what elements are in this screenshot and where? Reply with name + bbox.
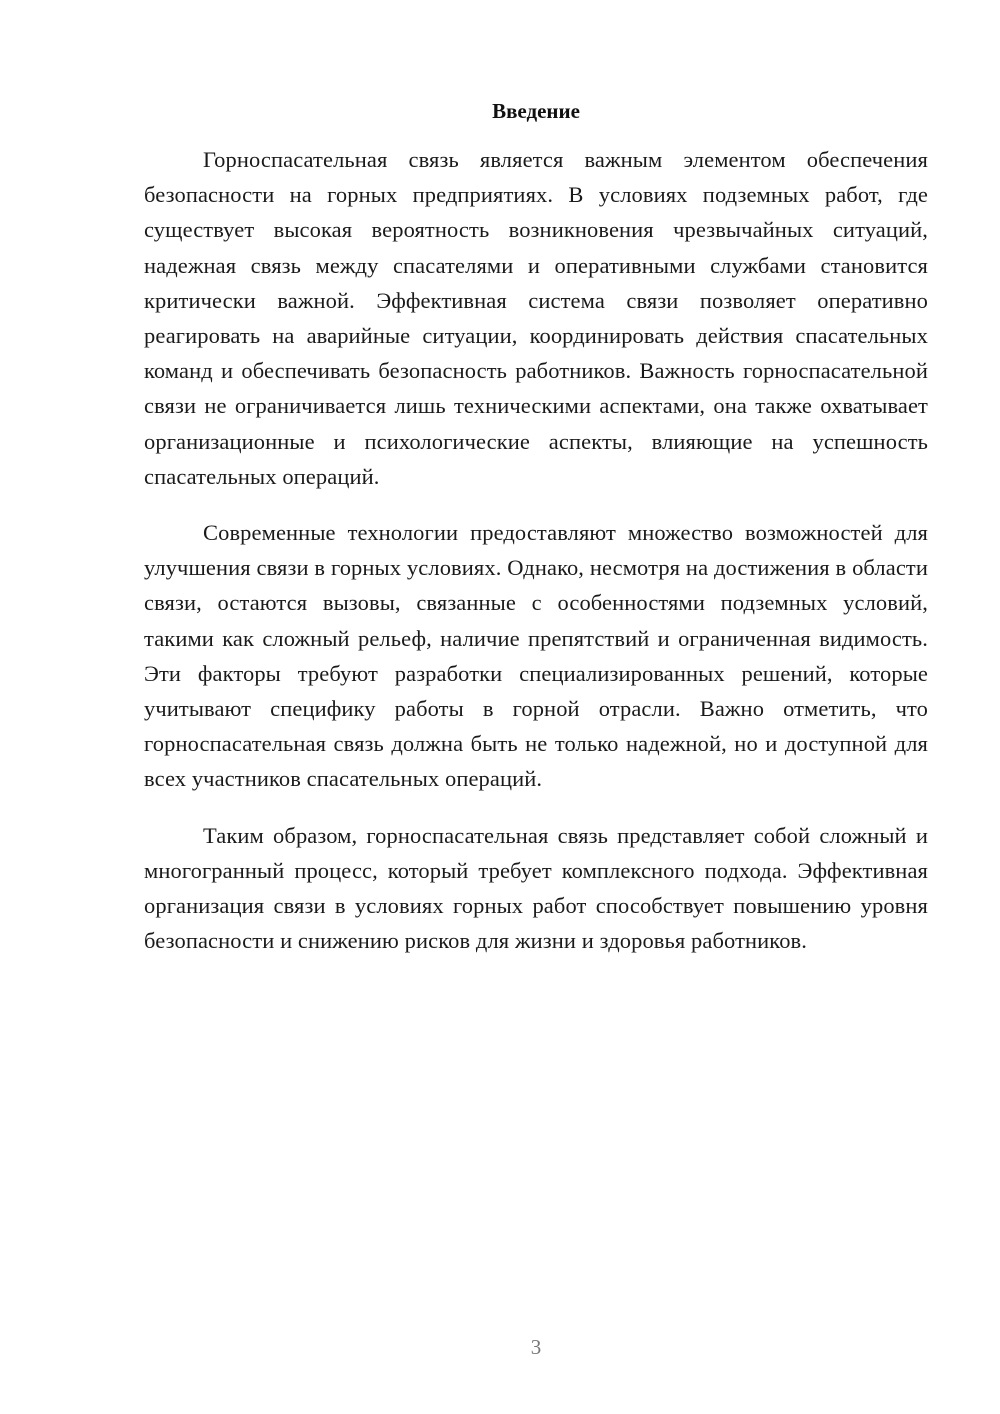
section-heading: Введение	[492, 99, 580, 123]
paragraph-1: Горноспасательная связь является важным элементом обеспечения безопасности на горных предприятиях. В условиях подземных работ, где существует высокая вероятность возникновения чрезвычайных ситуаций, надежная связь между спасателями и оперативными службами становится критически важной. Эффективная система связи позволяет оперативно реагировать на аварийные ситуации, координировать действия спасательных команд и обеспечивать безопасность работников. Важность горноспасательной связи не ограничивается лишь техническими аспектами, она также охватывает организационные и психологические аспекты, влияющие на успешность спасательных операций.	[144, 147, 928, 489]
page-number: 3	[530, 1335, 542, 1359]
paragraph-2: Современные технологии предоставляют множество возможностей для улучшения связи в горных условиях. Однако, несмотря на достижения в области связи, остаются вызовы, связанные с особенностями подземных условий, такими как сложный рельеф, наличие препятствий и ограниченная видимость. Эти факторы требуют разработки специализированных решений, которые учитывают специфику работы в горной отрасли. Важно отметить, что горноспасательная связь должна быть не только надежной, но и доступной для всех участников спасательных операций.	[144, 520, 928, 792]
body-text	[144, 142, 928, 958]
paragraph-3: Таким образом, горноспасательная связь представляет собой сложный и многогранный процесс, который требует комплексного подхода. Эффективная организация связи в условиях горных работ способствует повышению уровня безопасности и снижению рисков для жизни и здоровья работников.	[144, 822, 928, 954]
